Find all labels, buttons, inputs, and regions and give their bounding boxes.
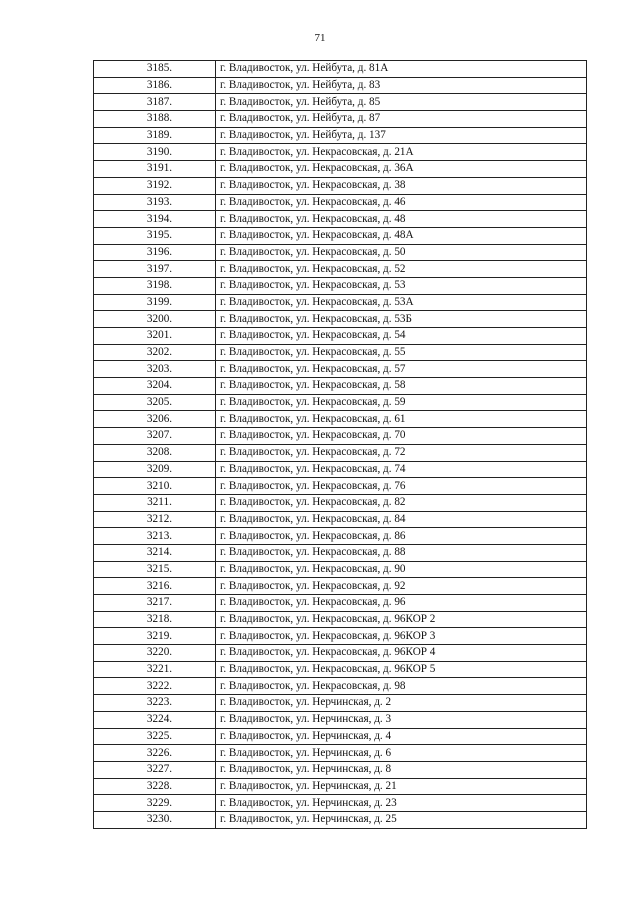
row-address: г. Владивосток, ул. Некрасовская, д. 82: [216, 494, 587, 511]
table-row: [94, 711, 587, 728]
row-address: г. Владивосток, ул. Нерчинская, д. 8: [216, 761, 587, 778]
row-number: 3212.: [94, 511, 216, 528]
row-address: г. Владивосток, ул. Некрасовская, д. 96КОР 2: [216, 611, 587, 628]
row-address: г. Владивосток, ул. Некрасовская, д. 54: [216, 328, 587, 345]
row-address: г. Владивосток, ул. Нерчинская, д. 6: [216, 745, 587, 762]
row-address: г. Владивосток, ул. Некрасовская, д. 52: [216, 261, 587, 278]
row-number: 3217.: [94, 595, 216, 612]
row-address: г. Владивосток, ул. Нейбута, д. 87: [216, 111, 587, 128]
row-number: 3205.: [94, 394, 216, 411]
table-row: [94, 561, 587, 578]
row-number: 3194.: [94, 211, 216, 228]
table-row: [94, 77, 587, 94]
row-address: г. Владивосток, ул. Некрасовская, д. 48А: [216, 227, 587, 244]
row-number: 3209.: [94, 461, 216, 478]
row-address: г. Владивосток, ул. Нейбута, д. 137: [216, 127, 587, 144]
table-row: [94, 361, 587, 378]
row-number: 3226.: [94, 745, 216, 762]
table-row: [94, 695, 587, 712]
table-row: [94, 778, 587, 795]
table-row: [94, 478, 587, 495]
row-address: г. Владивосток, ул. Некрасовская, д. 96КОР 3: [216, 628, 587, 645]
row-number: 3213.: [94, 528, 216, 545]
row-address: г. Владивосток, ул. Некрасовская, д. 88: [216, 544, 587, 561]
page-number: 71: [314, 32, 326, 44]
table-row: [94, 378, 587, 395]
row-number: 3221.: [94, 661, 216, 678]
table-row: [94, 661, 587, 678]
table-row: [94, 61, 587, 78]
table-row: [94, 645, 587, 662]
table-row: [94, 161, 587, 178]
table-row: [94, 144, 587, 161]
row-number: 3227.: [94, 761, 216, 778]
row-number: 3224.: [94, 711, 216, 728]
row-number: 3186.: [94, 77, 216, 94]
address-table: [93, 60, 587, 829]
table-row: [94, 528, 587, 545]
row-address: г. Владивосток, ул. Некрасовская, д. 38: [216, 177, 587, 194]
row-number: 3196.: [94, 244, 216, 261]
table-row: [94, 628, 587, 645]
row-address: г. Владивосток, ул. Некрасовская, д. 98: [216, 678, 587, 695]
table-row: [94, 111, 587, 128]
row-address: г. Владивосток, ул. Некрасовская, д. 76: [216, 478, 587, 495]
table-row: [94, 394, 587, 411]
table-row: [94, 578, 587, 595]
row-number: 3193.: [94, 194, 216, 211]
row-number: 3200.: [94, 311, 216, 328]
row-address: г. Владивосток, ул. Некрасовская, д. 48: [216, 211, 587, 228]
table-row: [94, 328, 587, 345]
row-number: 3220.: [94, 645, 216, 662]
row-address: г. Владивосток, ул. Некрасовская, д. 61: [216, 411, 587, 428]
table-row: [94, 511, 587, 528]
row-number: 3185.: [94, 61, 216, 78]
row-number: 3208.: [94, 444, 216, 461]
row-number: 3190.: [94, 144, 216, 161]
row-number: 3201.: [94, 328, 216, 345]
row-address: г. Владивосток, ул. Некрасовская, д. 72: [216, 444, 587, 461]
table-row: [94, 544, 587, 561]
table-row: [94, 311, 587, 328]
table-row: [94, 761, 587, 778]
row-address: г. Владивосток, ул. Некрасовская, д. 92: [216, 578, 587, 595]
row-address: г. Владивосток, ул. Некрасовская, д. 90: [216, 561, 587, 578]
row-number: 3219.: [94, 628, 216, 645]
table-row: [94, 611, 587, 628]
row-address: г. Владивосток, ул. Некрасовская, д. 58: [216, 378, 587, 395]
table-row: [94, 211, 587, 228]
row-address: г. Владивосток, ул. Некрасовская, д. 74: [216, 461, 587, 478]
address-table-body: [94, 61, 587, 829]
row-address: г. Владивосток, ул. Нейбута, д. 81А: [216, 61, 587, 78]
row-address: г. Владивосток, ул. Некрасовская, д. 86: [216, 528, 587, 545]
table-row: [94, 728, 587, 745]
row-number: 3202.: [94, 344, 216, 361]
row-number: 3211.: [94, 494, 216, 511]
row-address: г. Владивосток, ул. Некрасовская, д. 84: [216, 511, 587, 528]
table-row: [94, 177, 587, 194]
row-address: г. Владивосток, ул. Нейбута, д. 85: [216, 94, 587, 111]
row-number: 3216.: [94, 578, 216, 595]
table-row: [94, 795, 587, 812]
row-number: 3204.: [94, 378, 216, 395]
table-row: [94, 194, 587, 211]
table-row: [94, 261, 587, 278]
row-number: 3198.: [94, 277, 216, 294]
row-number: 3225.: [94, 728, 216, 745]
row-number: 3197.: [94, 261, 216, 278]
row-number: 3210.: [94, 478, 216, 495]
table-row: [94, 444, 587, 461]
table-row: [94, 595, 587, 612]
row-address: г. Владивосток, ул. Нерчинская, д. 21: [216, 778, 587, 795]
row-number: 3199.: [94, 294, 216, 311]
row-address: г. Владивосток, ул. Нерчинская, д. 3: [216, 711, 587, 728]
row-address: г. Владивосток, ул. Некрасовская, д. 36А: [216, 161, 587, 178]
row-number: 3218.: [94, 611, 216, 628]
row-address: г. Владивосток, ул. Некрасовская, д. 57: [216, 361, 587, 378]
row-number: 3214.: [94, 544, 216, 561]
row-number: 3187.: [94, 94, 216, 111]
row-number: 3223.: [94, 695, 216, 712]
row-number: 3229.: [94, 795, 216, 812]
table-row: [94, 678, 587, 695]
row-number: 3222.: [94, 678, 216, 695]
row-address: г. Владивосток, ул. Некрасовская, д. 53А: [216, 294, 587, 311]
row-number: 3203.: [94, 361, 216, 378]
table-row: [94, 94, 587, 111]
table-row: [94, 294, 587, 311]
row-address: г. Владивосток, ул. Некрасовская, д. 21А: [216, 144, 587, 161]
row-number: 3188.: [94, 111, 216, 128]
row-address: г. Владивосток, ул. Нерчинская, д. 2: [216, 695, 587, 712]
row-number: 3230.: [94, 811, 216, 828]
table-row: [94, 127, 587, 144]
row-number: 3206.: [94, 411, 216, 428]
row-address: г. Владивосток, ул. Некрасовская, д. 46: [216, 194, 587, 211]
row-address: г. Владивосток, ул. Некрасовская, д. 53Б: [216, 311, 587, 328]
table-row: [94, 277, 587, 294]
row-address: г. Владивосток, ул. Некрасовская, д. 96КОР 4: [216, 645, 587, 662]
row-address: г. Владивосток, ул. Нерчинская, д. 25: [216, 811, 587, 828]
table-row: [94, 745, 587, 762]
row-address: г. Владивосток, ул. Некрасовская, д. 70: [216, 428, 587, 445]
row-address: г. Владивосток, ул. Некрасовская, д. 59: [216, 394, 587, 411]
table-row: [94, 428, 587, 445]
table-row: [94, 494, 587, 511]
row-address: г. Владивосток, ул. Некрасовская, д. 96КОР 5: [216, 661, 587, 678]
table-row: [94, 227, 587, 244]
table-row: [94, 344, 587, 361]
table-row: [94, 461, 587, 478]
row-number: 3189.: [94, 127, 216, 144]
row-address: г. Владивосток, ул. Некрасовская, д. 55: [216, 344, 587, 361]
table-row: [94, 244, 587, 261]
row-number: 3228.: [94, 778, 216, 795]
row-number: 3192.: [94, 177, 216, 194]
table-row: [94, 811, 587, 828]
row-number: 3215.: [94, 561, 216, 578]
row-address: г. Владивосток, ул. Некрасовская, д. 50: [216, 244, 587, 261]
row-number: 3195.: [94, 227, 216, 244]
row-number: 3207.: [94, 428, 216, 445]
row-number: 3191.: [94, 161, 216, 178]
row-address: г. Владивосток, ул. Некрасовская, д. 53: [216, 277, 587, 294]
table-row: [94, 411, 587, 428]
row-address: г. Владивосток, ул. Нейбута, д. 83: [216, 77, 587, 94]
row-address: г. Владивосток, ул. Некрасовская, д. 96: [216, 595, 587, 612]
row-address: г. Владивосток, ул. Нерчинская, д. 4: [216, 728, 587, 745]
row-address: г. Владивосток, ул. Нерчинская, д. 23: [216, 795, 587, 812]
